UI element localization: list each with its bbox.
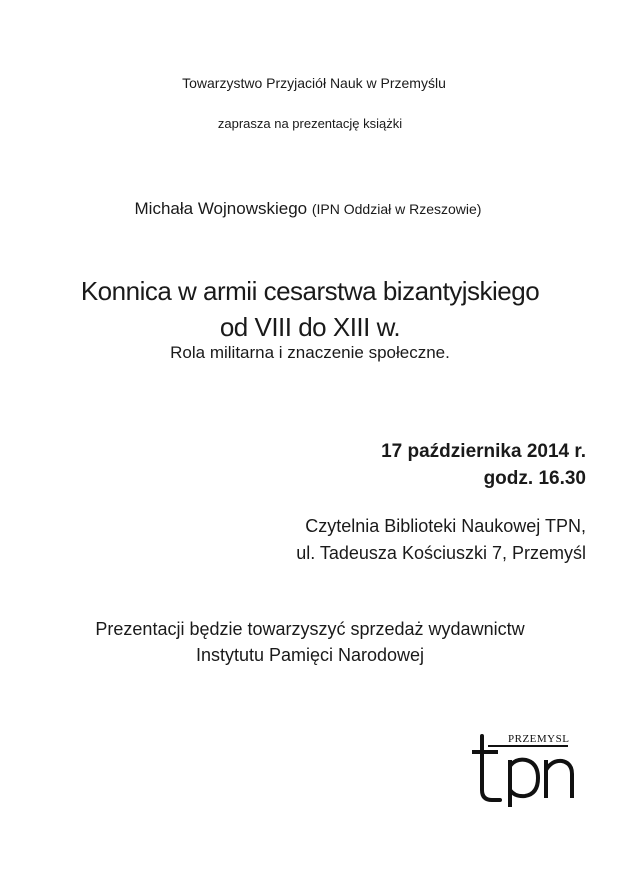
sale-info-line1: Prezentacji będzie towarzyszyć sprzedaż wydawnictw <box>95 619 525 639</box>
book-subtitle: Rola militarna i znaczenie społeczne. <box>170 343 450 362</box>
event-time: godz. 16.30 <box>483 468 586 489</box>
author-line <box>0 200 618 217</box>
author-name: Michała Wojnowskiego <box>134 199 308 218</box>
invitation-text: zaprasza na prezentację książki <box>217 116 403 131</box>
tpn-logo <box>468 730 578 808</box>
venue-line1: Czytelnia Biblioteki Naukowej TPN, <box>305 516 586 536</box>
book-title-line1: Konnica w armii cesarstwa bizantyjskiego <box>80 276 540 306</box>
logo-caption: PRZEMYSL <box>508 733 570 745</box>
author-affiliation: (IPN Oddział w Rzeszowie) <box>311 201 482 217</box>
book-title-line2: od VIII do XIII w. <box>219 312 401 342</box>
organizer-name: Towarzystwo Przyjaciół Nauk w Przemyślu <box>182 75 446 91</box>
venue-line2: ul. Tadeusza Kościuszki 7, Przemyśl <box>296 543 586 563</box>
event-date: 17 października 2014 r. <box>381 441 586 462</box>
sale-info-line2: Instytutu Pamięci Narodowej <box>195 645 425 665</box>
